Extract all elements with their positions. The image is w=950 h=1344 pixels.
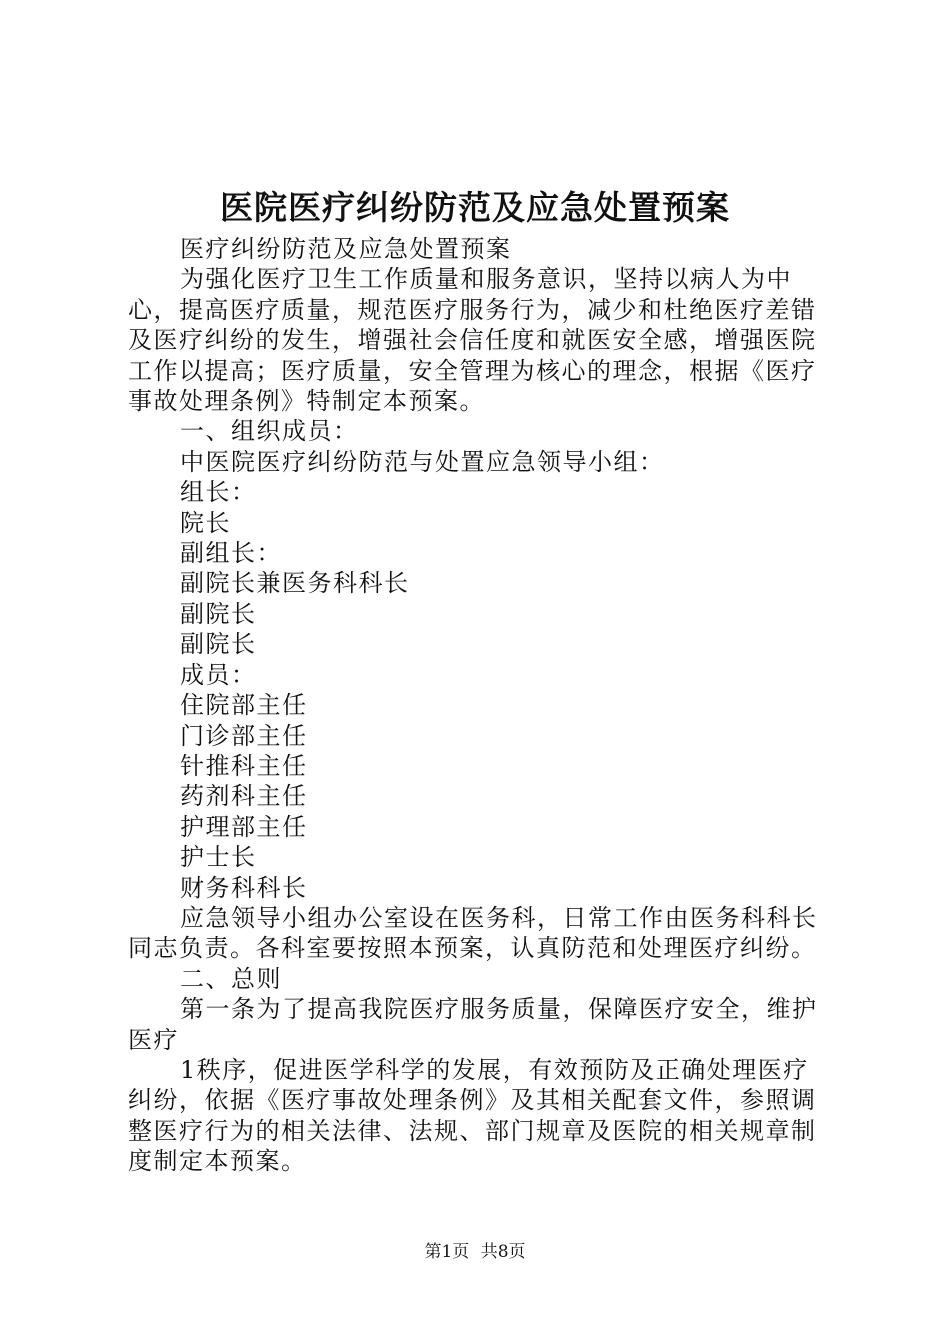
page-number-total: 共8页 xyxy=(480,1242,526,1262)
document-title: 医院医疗纠纷防范及应急处置预案 xyxy=(220,188,730,227)
page-footer xyxy=(0,1240,950,1264)
subtitle-paragraph: 医疗纠纷防范及应急处置预案 xyxy=(180,235,512,263)
document-body xyxy=(128,234,832,1177)
office-paragraph: 应急领导小组办公室设在医务科，日常工作由医务科科长同志负责。各科室要按照本预案，认真防范和处理医疗纠纷。 xyxy=(128,903,818,963)
role-deputy-label: 副组长： xyxy=(180,539,282,568)
member-item: 财务科科长 xyxy=(180,873,308,902)
role-deputy-value-1: 副院长兼医务科科长 xyxy=(180,569,410,598)
role-deputy-value-3: 副院长 xyxy=(180,630,257,659)
role-leader-label: 组长： xyxy=(180,478,257,507)
member-item: 门诊部主任 xyxy=(180,721,308,750)
section-heading-general: 二、总则 xyxy=(180,964,282,993)
role-deputy-value-2: 副院长 xyxy=(180,599,257,628)
role-members-label: 成员： xyxy=(180,660,257,689)
article-one-paragraph: 第一条为了提高我院医疗服务质量，保障医疗安全，维护医疗 xyxy=(128,995,818,1054)
article-one-continued-paragraph: 1秩序，促进医学科学的发展，有效预防及正确处理医疗纠纷，依据《医疗事故处理条例》及其相关配套文件，参照调整医疗行为的相关法律、法规、部门规章及医院的相关规章制度制定本预案。 xyxy=(128,1055,817,1176)
member-item: 住院部主任 xyxy=(180,691,308,720)
member-item: 针推科主任 xyxy=(180,751,308,780)
intro-paragraph: 为强化医疗卫生工作质量和服务意识，坚持以病人为中心，提高医疗质量，规范医疗服务行为，减少和杜绝医疗差错及医疗纠纷的发生，增强社会信任度和就医安全感，增强医院工作以提高；医疗质量，安全管理为核心的理念，根据《医疗事故处理条例》特制定本预案。 xyxy=(128,265,817,416)
page-number-current: 第1页 xyxy=(424,1242,470,1262)
member-item: 护理部主任 xyxy=(180,812,308,841)
member-item: 药剂科主任 xyxy=(180,782,308,811)
member-item: 护士长 xyxy=(180,843,257,872)
leadership-group-title: 中医院医疗纠纷防范与处置应急领导小组： xyxy=(180,447,665,476)
role-leader-value: 院长 xyxy=(180,508,231,537)
section-heading-organization: 一、组织成员： xyxy=(180,417,359,446)
